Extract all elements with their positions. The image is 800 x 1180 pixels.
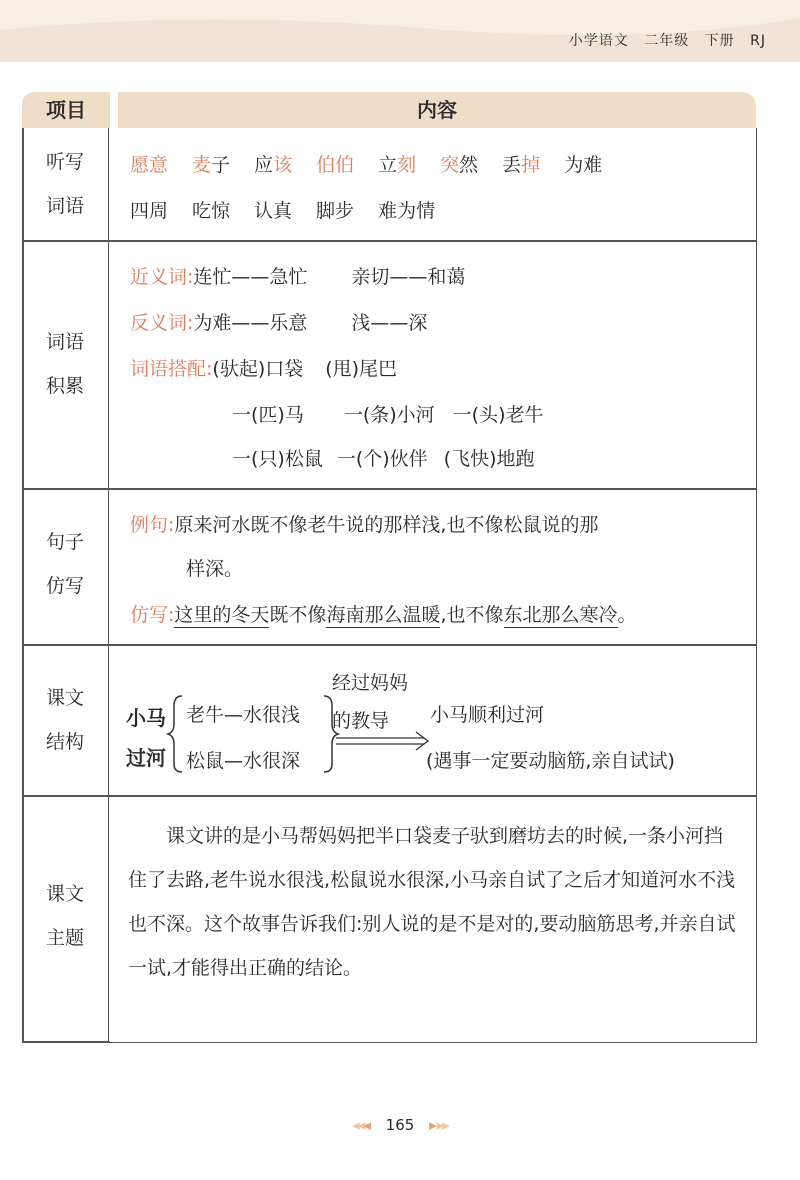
table-bottom-left — [22, 1041, 110, 1043]
structure-diagram — [126, 660, 746, 780]
dictation-words-line2 — [130, 196, 459, 223]
dictation-word: 为难 — [564, 154, 603, 176]
page-footer — [0, 1116, 800, 1134]
row-divider — [22, 644, 757, 646]
dictation-word: 愿意 — [130, 154, 169, 176]
dictation-word: 应该 — [254, 154, 293, 176]
row-divider — [22, 488, 757, 490]
dictation-word: 吃惊 — [192, 200, 231, 222]
dictation-word: 难为情 — [378, 200, 436, 222]
branch-old-ox: 老牛—水很浅 — [186, 704, 301, 726]
next-arrows-icon: ▸▸ — [436, 1116, 448, 1134]
example-sentence-line1: 例句:原来河水既不像老牛说的那样浅,也不像松鼠说的那 — [130, 514, 599, 536]
imitation-sentence: 仿写:这里的冬天既不像海南那么温暖,也不像东北那么寒冷。 — [130, 604, 637, 626]
prev-arrow-icon: ◂ — [363, 1116, 371, 1134]
lesson-title: 小马 过河 — [126, 706, 166, 770]
dictation-word: 麦子 — [192, 154, 231, 176]
column-header-item: 项目 — [22, 92, 110, 128]
row-label-vocab: 词语 积累 — [45, 331, 84, 397]
header-subject: 小学语文 — [568, 33, 629, 49]
row-label-theme: 课文 主题 — [45, 883, 84, 949]
next-arrow-icon: ▸ — [429, 1116, 437, 1134]
theme-paragraph: 课文讲的是小马帮妈妈把半口袋麦子驮到磨坊去的时候,一条小河挡住了去路,老牛说水很浅,松鼠说水很深,小马亲自试了之后才知道河水不浅也不深。这个故事告诉我们:别人说的是不是对的,要动脑筋思考,并亲自试一试,才能得出正确的结论。 — [128, 825, 736, 979]
collocations-line3: 一(只)松鼠 一(个)伙伴 (飞快)地跑 — [232, 448, 535, 470]
row-divider — [22, 795, 757, 797]
dictation-words-line1 — [130, 150, 626, 177]
branch-squirrel: 松鼠—水很深 — [186, 750, 301, 772]
prev-arrows-icon: ◂◂ — [352, 1116, 364, 1134]
row-label-structure: 课文 结构 — [45, 687, 84, 753]
dictation-word: 伯伯 — [316, 154, 355, 176]
dictation-word: 丢掉 — [502, 154, 541, 176]
dictation-word: 立刻 — [378, 154, 417, 176]
example-sentence-line2: 样深。 — [186, 558, 244, 580]
dictation-word: 认真 — [254, 200, 293, 222]
row-label-dictation: 听写 词语 — [45, 151, 84, 217]
synonyms-line: 近义词:连忙——急忙 亲切——和蔼 — [130, 266, 466, 288]
arrow-label-top: 经过妈妈 — [332, 672, 409, 694]
dictation-word: 突然 — [440, 154, 479, 176]
structure-result: 小马顺利过河 — [430, 704, 545, 726]
dictation-word: 四周 — [130, 200, 169, 222]
page-number: 165 — [385, 1116, 415, 1134]
table-header — [22, 92, 756, 128]
column-header-content: 内容 — [118, 92, 756, 128]
header-volume: 下册 — [704, 33, 735, 49]
collocations-line2: 一(匹)马 一(条)小河 一(头)老牛 — [232, 404, 544, 426]
running-header — [559, 30, 766, 50]
antonyms-line: 反义词:为难——乐意 浅——深 — [130, 312, 428, 334]
header-grade: 二年级 — [644, 33, 690, 49]
row-divider — [22, 240, 757, 242]
structure-lesson: (遇事一定要动脑筋,亲自试试) — [426, 750, 675, 772]
dictation-word: 脚步 — [316, 200, 355, 222]
collocations-line1: 词语搭配:(驮起)口袋 (甩)尾巴 — [130, 358, 398, 380]
header-edition: RJ — [750, 33, 766, 49]
row-label-sentence: 句子 仿写 — [45, 531, 84, 597]
arrow-label-mid: 的教导 — [332, 710, 390, 732]
